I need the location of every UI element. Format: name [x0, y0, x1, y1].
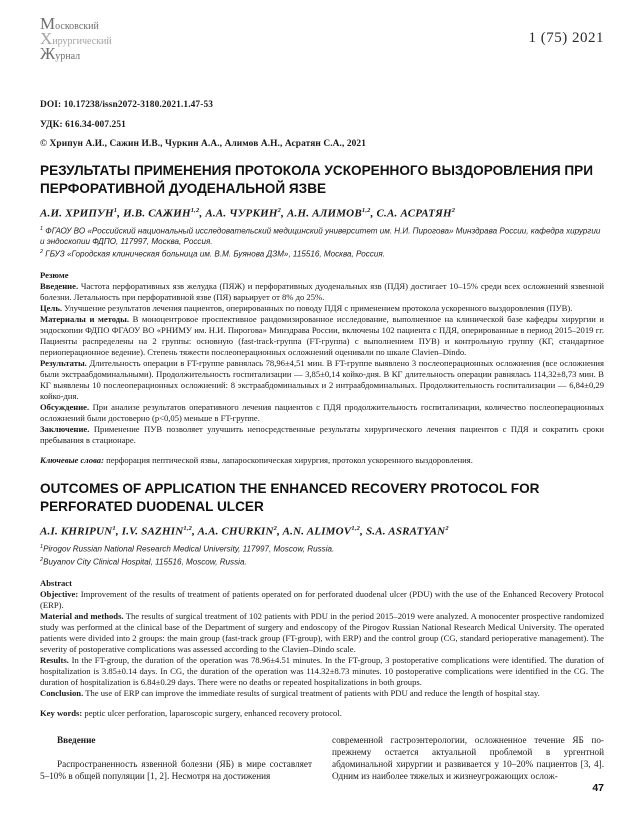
- keywords-label-en: Key words:: [40, 707, 83, 718]
- keywords-text-ru: перфорация пептической язвы, лапароскопическая хирургия, протокол ускоренного выздоровления.: [103, 454, 473, 465]
- abstract-section: Заключение. Применение ПУВ позволяет улучшить непосредственные результаты хирургического лечения пациентов с ПДЯ и сократить сроки пребывания в стационаре.: [40, 423, 604, 445]
- authors-ru: А.И. ХРИПУН$^1$, И.В. САЖИН$^{1,2}$, А.А. ЧУРКИН$^2$, А.Н. АЛИМОВ$^{1,2}$, С.А. АСРАТЯН$^2$: [40, 207, 456, 220]
- logo-line-1: Московский: [40, 14, 99, 33]
- abstract-section: Цель. Улучшение результатов лечения пациентов, оперированных по поводу ПДЯ с применением протокола ускоренного выздоровления (ПУВ).: [40, 302, 573, 313]
- intro-paragraph-right: современной гастроэнтерологии, осложненное течение ЯБ по-прежнему остается актуальной проблемой в ургентной абдоминальной хирургии и развивается у 10–20% пациентов [3, 4]. Одним из наиболее тяжелых и жизнеугрожающих ослож-: [332, 734, 604, 782]
- abstract-section: Обсуждение. При анализе результатов оперативного лечения пациентов с ПДЯ продолжительность госпитализации, количество послеоперационных осложнений были достоверно (p<0,05) меньше в FT-группе.: [40, 401, 604, 423]
- journal-logo: [40, 14, 112, 63]
- affiliation-line: $^2$Buyanov City Clinical Hospital, 115516, Moscow, Russia.: [40, 556, 247, 567]
- abstract-section: Objective: Improvement of the results of treatment of patients operated on for perforated duodenal ulcer (PDU) with the use of the Enhanced Recovery Protocol (ERP).: [40, 588, 604, 610]
- page-number: 47: [592, 782, 604, 794]
- abstract-section: Results. In the FT-group, the duration of the operation was 78.96±4.51 minutes. In the FT-group, 3 postoperative complications were identified. The duration of hospitalization is 3.85±0.14 days. In CG, the duration of the operation was 114.32±8.73 minutes. 10 postoperative complications were identified in the CG. The duration of hospitalization is 6.84±0.29 days. There were no deaths or repeated hospitalizations in both groups.: [40, 654, 604, 687]
- article-meta: [40, 100, 604, 149]
- abstract-section: Введение. Частота перфоративных язв желудка (ПЯЖ) и перфоративных дуоденальных язв (ПДЯ) достигает 10–15% среди всех осложнений язвенной болезни. Летальность при перфоративной язве (ПЯ) варьирует от 8% до 25%.: [40, 280, 604, 302]
- affiliation-line: $^1$ ФГАОУ ВО «Российский национальный исследовательский медицинский университет им. Н.И. Пирогова» Минздрава России, кафедра хирургии и эндоскопии ФДПО, 117997, Москва, Россия.: [40, 225, 601, 246]
- abstract-heading-ru: Резюме: [40, 269, 69, 280]
- abstract-sections-en: [40, 589, 604, 699]
- abstract-section: Результаты. Длительность операции в FT-группе равнялась 78,96±4,51 мин. В FT-группе выявлено 3 послеоперационных осложнения (все осложнения были экстраабдоминальными). Продолжительность госпитализации — 3,85±0,14 койко-дня. В КГ длительность операции равнялась 114,32±8,73 мин. В КГ выявлены 10 послеоперационных осложнений: 8 экстраабдоминальных и 2 интраабдоминальных. Продолжительность госпитализации — 6,84±0,29 койко-дня.: [40, 357, 604, 401]
- abstract-sections-ru: [40, 281, 604, 446]
- article-body-columns: [40, 734, 604, 783]
- udk-line: УДК: 616.34-007.251: [40, 119, 126, 130]
- abstract-en: [40, 578, 604, 699]
- article-title-en: OUTCOMES OF APPLICATION THE ENHANCED RECOVERY PROTOCOL FOR PERFORATED DUODENAL ULCER: [40, 480, 540, 514]
- affiliations-en: [40, 542, 604, 568]
- abstract-section: Материалы и методы. В моноцентровое проспективное рандомизированное исследование, выполненное на клинической базе кафедры хирургии и эндоскопии ФДПО ФГАОУ ВО «РНИМУ им. Н.И. Пирогова» Минздрава России, включены 102 пациента с ПДЯ, оперированные в период 2015–2019 гг. Пациенты распределены на 2 группы: основную (fast-track-группа (FT-группа) с выполнением ПУВ) и контрольную группу (КГ, стандартное периоперационное ведение). Степень тяжести послеоперационных осложнений оценивали по шкале Clavien–Dindo.: [40, 313, 604, 357]
- column-left: [40, 734, 312, 783]
- keywords-label-ru: Ключевые слова:: [40, 454, 104, 465]
- keywords-text-en: peptic ulcer perforation, laparoscopic surgery, enhanced recovery protocol.: [82, 707, 342, 718]
- keywords-ru: [40, 455, 604, 466]
- column-right: [332, 734, 604, 783]
- article-title-ru: РЕЗУЛЬТАТЫ ПРИМЕНЕНИЯ ПРОТОКОЛА УСКОРЕННОГО ВЫЗДОРОВЛЕНИЯ ПРИ ПЕРФОРАТИВНОЙ ДУОДЕНАЛЬНОЙ ЯЗВЕ: [40, 163, 593, 196]
- logo-line-3: Журнал: [40, 44, 81, 63]
- logo-line-2: Хирургический: [40, 29, 112, 48]
- copyright-line: © Хрипун А.И., Сажин И.В., Чуркин А.А., Алимов А.Н., Асратян С.А., 2021: [40, 139, 366, 149]
- intro-heading: Введение: [57, 734, 96, 745]
- affiliation-line: $^2$ ГБУЗ «Городская клиническая больница им. В.М. Буянова ДЗМ», 115516, Москва, Россия.: [40, 248, 385, 259]
- keywords-en: [40, 708, 604, 719]
- masthead: [40, 14, 604, 70]
- affiliation-line: $^1$Pirogov Russian National Research Medical University, 117997, Moscow, Russia.: [40, 543, 335, 554]
- abstract-section: Material and methods. The results of surgical treatment of 102 patients with PDU in the period 2015–2019 were analyzed. A monocenter prospective randomized study was performed at the clinical base of the Department of surgery and endoscopy of the Pirogov Russian National Research Medical University. The operated patients were divided into 2 groups: the main group (fast-track group (FT-group), with ERP) and the control group (CG, standard perioperative management). The severity of postoperative complications was assessed according to the Clavien–Dindo scale.: [40, 610, 604, 654]
- abstract-heading-en: Abstract: [40, 577, 72, 588]
- doi-line: DOI: 10.17238/issn2072-3180.2021.1.47-53: [40, 100, 214, 110]
- abstract-section: Conclusion. The use of ERP can improve the immediate results of surgical treatment of patients with PDU and reduce the length of hospital stay.: [40, 687, 540, 698]
- affiliations-ru: [40, 224, 604, 260]
- intro-paragraph-left: Распространенность язвенной болезни (ЯБ) в мире составляет 5–10% в общей популяции [1, 2]. Несмотря на достижения: [40, 758, 312, 781]
- issue-number: 1 (75) 2021: [528, 30, 604, 46]
- abstract-ru: [40, 270, 604, 446]
- authors-en: A.I. KHRIPUN$^1$, I.V. SAZHIN$^{1,2}$, A.A. CHURKIN$^2$, A.N. ALIMOV$^{1,2}$, S.A. ASRATYAN$^2$: [40, 524, 449, 538]
